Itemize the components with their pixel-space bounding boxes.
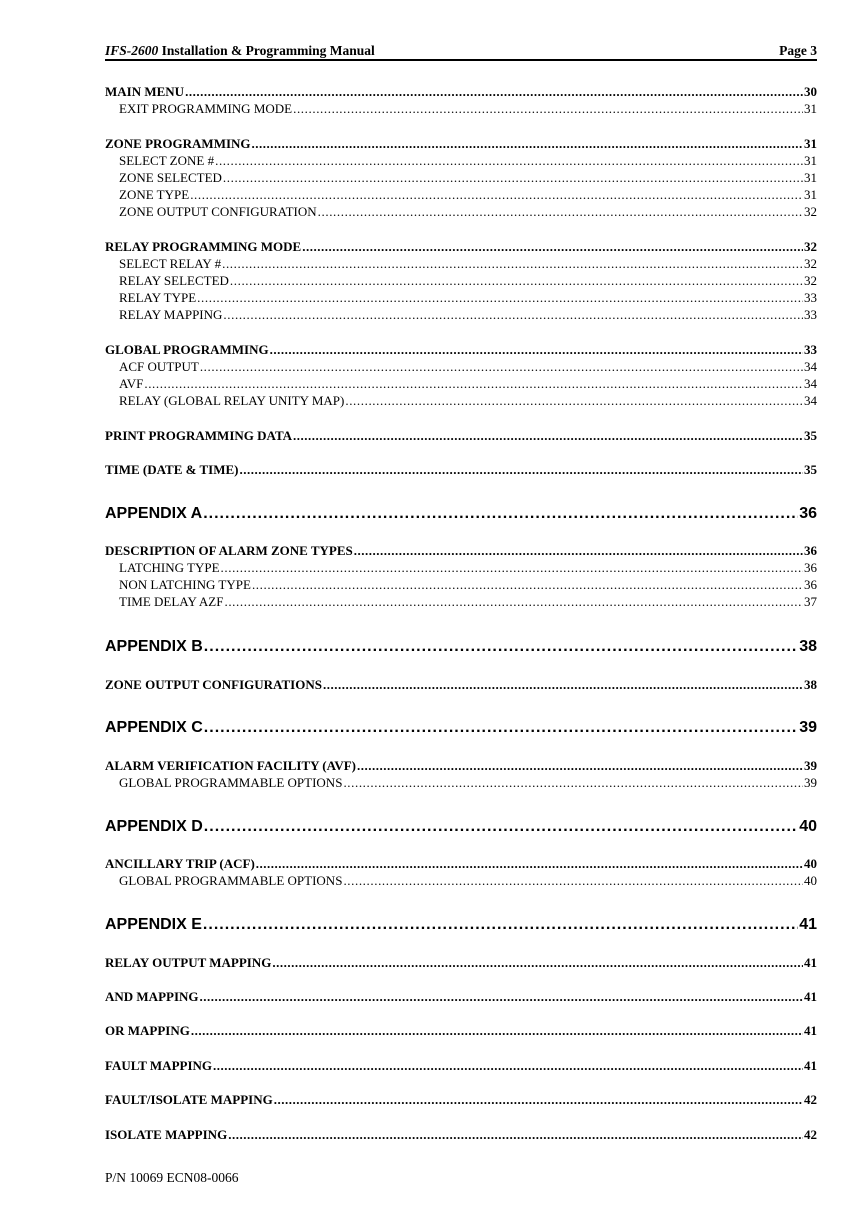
toc-entry-label: RELAY SELECTED xyxy=(119,273,229,288)
toc-section-entry[interactable] xyxy=(105,342,817,359)
toc-entry-label: NON LATCHING TYPE xyxy=(119,577,251,592)
toc-entry-page: 33 xyxy=(804,342,817,357)
toc-entry-label: PRINT PROGRAMMING DATA xyxy=(105,428,293,443)
toc-entry-label: APPENDIX A xyxy=(105,505,203,522)
toc-subsection-entry[interactable] xyxy=(105,290,817,307)
toc-entry-page: 39 xyxy=(804,775,817,790)
toc-section-entry[interactable] xyxy=(105,462,817,479)
toc-dot-leader xyxy=(252,136,803,152)
toc-entry-label: RELAY (GLOBAL RELAY UNITY MAP) xyxy=(119,393,345,408)
toc-entry-label: GLOBAL PROGRAMMING xyxy=(105,342,269,357)
toc-entry-page: 36 xyxy=(804,577,817,592)
header-rule xyxy=(105,59,817,61)
toc-section-entry[interactable] xyxy=(105,677,817,694)
toc-entry-label: ZONE SELECTED xyxy=(119,170,222,185)
toc-entry-label: ALARM VERIFICATION FACILITY (AVF) xyxy=(105,758,356,773)
toc-entry-page: 40 xyxy=(799,818,817,835)
toc-entry-label: TIME DELAY AZF xyxy=(119,594,224,609)
toc-section-entry[interactable] xyxy=(105,955,817,972)
footer-part-number: P/N 10069 ECN08-0066 xyxy=(105,1170,239,1185)
toc-subsection-entry[interactable] xyxy=(105,273,817,290)
toc-dot-leader xyxy=(213,1058,803,1074)
toc-entry-page: 30 xyxy=(804,84,817,99)
toc-dot-leader xyxy=(144,376,803,392)
toc-entry-page: 31 xyxy=(804,101,817,116)
toc-entry-page: 31 xyxy=(804,170,817,185)
toc-subsection-entry[interactable] xyxy=(105,187,817,204)
toc-entry-label: TIME (DATE & TIME) xyxy=(105,462,239,477)
toc-entry-page: 32 xyxy=(804,204,817,219)
toc-entry-page: 31 xyxy=(804,153,817,168)
toc-dot-leader xyxy=(223,170,803,186)
toc-subsection-entry[interactable] xyxy=(105,101,817,118)
toc-entry-page: 38 xyxy=(799,638,817,655)
toc-section-entry[interactable] xyxy=(105,989,817,1006)
toc-subsection-entry[interactable] xyxy=(105,307,817,324)
toc-dot-leader xyxy=(343,873,803,889)
toc-entry-label: AVF xyxy=(119,376,144,391)
toc-dot-leader xyxy=(204,719,798,737)
toc-entry-label: GLOBAL PROGRAMMABLE OPTIONS xyxy=(119,775,343,790)
toc-subsection-entry[interactable] xyxy=(105,170,817,187)
toc-dot-leader xyxy=(204,818,798,836)
toc-entry-page: 35 xyxy=(804,462,817,477)
toc-entry-page: 31 xyxy=(804,136,817,151)
toc-entry-label: RELAY TYPE xyxy=(119,290,197,305)
page-number: Page 3 xyxy=(779,43,817,58)
toc-dot-leader xyxy=(200,989,803,1005)
toc-entry-page: 37 xyxy=(804,594,817,609)
toc-section-entry[interactable] xyxy=(105,758,817,775)
toc-dot-leader xyxy=(223,307,803,323)
toc-dot-leader xyxy=(357,758,803,774)
toc-subsection-entry[interactable] xyxy=(105,153,817,170)
toc-entry-page: 42 xyxy=(804,1092,817,1107)
toc-entry-label: SELECT ZONE # xyxy=(119,153,215,168)
toc-dot-leader xyxy=(197,290,803,306)
toc-appendix-entry[interactable] xyxy=(105,719,817,741)
toc-appendix-entry[interactable] xyxy=(105,505,817,527)
toc-entry-page: 40 xyxy=(804,856,817,871)
toc-dot-leader xyxy=(293,101,803,117)
toc-entry-page: 33 xyxy=(804,307,817,322)
toc-dot-leader xyxy=(200,359,803,375)
toc-entry-page: 34 xyxy=(804,376,817,391)
toc-entry-label: RELAY PROGRAMMING MODE xyxy=(105,239,302,254)
toc-dot-leader xyxy=(228,1127,803,1143)
toc-dot-leader xyxy=(222,256,803,272)
toc-dot-leader xyxy=(256,856,803,872)
toc-entry-page: 40 xyxy=(804,873,817,888)
toc-section-entry[interactable] xyxy=(105,1092,817,1109)
toc-subsection-entry[interactable] xyxy=(105,594,817,611)
toc-entry-page: 41 xyxy=(804,1023,817,1038)
toc-entry-label: OR MAPPING xyxy=(105,1023,190,1038)
toc-entry-page: 36 xyxy=(804,543,817,558)
toc-entry-page: 39 xyxy=(804,758,817,773)
toc-dot-leader xyxy=(203,505,798,523)
toc-entry-page: 41 xyxy=(804,989,817,1004)
toc-entry-label: APPENDIX D xyxy=(105,818,203,835)
toc-dot-leader xyxy=(215,153,803,169)
toc-entry-page: 36 xyxy=(799,505,817,522)
toc-entry-label: ANCILLARY TRIP (ACF) xyxy=(105,856,255,871)
toc-dot-leader xyxy=(318,204,803,220)
toc-dot-leader xyxy=(343,775,803,791)
toc-subsection-entry[interactable] xyxy=(105,359,817,376)
toc-dot-leader xyxy=(274,1092,803,1108)
toc-entry-page: 41 xyxy=(799,916,817,933)
toc-entry-label: ZONE OUTPUT CONFIGURATION xyxy=(119,204,317,219)
doc-title: Installation & Programming Manual xyxy=(161,43,375,58)
toc-dot-leader xyxy=(203,916,798,934)
toc-dot-leader xyxy=(224,594,803,610)
toc-subsection-entry[interactable] xyxy=(105,376,817,393)
toc-dot-leader xyxy=(191,1023,803,1039)
document-page xyxy=(105,0,817,1227)
toc-entry-label: EXIT PROGRAMMING MODE xyxy=(119,101,293,116)
toc-entry-page: 34 xyxy=(804,359,817,374)
toc-dot-leader xyxy=(302,239,803,255)
toc-entry-page: 41 xyxy=(804,1058,817,1073)
toc-dot-leader xyxy=(221,560,803,576)
toc-section-entry[interactable] xyxy=(105,239,817,256)
toc-entry-label: RELAY OUTPUT MAPPING xyxy=(105,955,272,970)
toc-subsection-entry[interactable] xyxy=(105,204,817,221)
toc-entry-page: 31 xyxy=(804,187,817,202)
toc-section-entry[interactable] xyxy=(105,1058,817,1075)
toc-entry-label: ZONE TYPE xyxy=(119,187,190,202)
toc-entry-page: 34 xyxy=(804,393,817,408)
toc-subsection-entry[interactable] xyxy=(105,560,817,577)
toc-appendix-entry[interactable] xyxy=(105,916,817,938)
toc-section-entry[interactable] xyxy=(105,428,817,445)
toc-subsection-entry[interactable] xyxy=(105,873,817,890)
toc-dot-leader xyxy=(354,543,803,559)
toc-entry-label: SELECT RELAY # xyxy=(119,256,222,271)
toc-entry-label: FAULT/ISOLATE MAPPING xyxy=(105,1092,273,1107)
header-title xyxy=(105,43,375,59)
toc-entry-label: APPENDIX E xyxy=(105,916,202,933)
toc-entry-page: 42 xyxy=(804,1127,817,1142)
toc-dot-leader xyxy=(252,577,803,593)
toc-subsection-entry[interactable] xyxy=(105,256,817,273)
toc-dot-leader xyxy=(185,84,803,100)
toc-dot-leader xyxy=(190,187,803,203)
toc-entry-label: LATCHING TYPE xyxy=(119,560,220,575)
toc-appendix-entry[interactable] xyxy=(105,638,817,660)
toc-entry-label: ZONE PROGRAMMING xyxy=(105,136,251,151)
toc-subsection-entry[interactable] xyxy=(105,393,817,410)
toc-entry-label: MAIN MENU xyxy=(105,84,185,99)
toc-section-entry[interactable] xyxy=(105,856,817,873)
toc-entry-page: 38 xyxy=(804,677,817,692)
toc-entry-label: DESCRIPTION OF ALARM ZONE TYPES xyxy=(105,543,353,558)
toc-dot-leader xyxy=(323,677,803,693)
toc-entry-page: 41 xyxy=(804,955,817,970)
toc-entry-label: GLOBAL PROGRAMMABLE OPTIONS xyxy=(119,873,343,888)
toc-entry-label: AND MAPPING xyxy=(105,989,199,1004)
toc-section-entry[interactable] xyxy=(105,136,817,153)
toc-entry-label: APPENDIX B xyxy=(105,638,203,655)
toc-dot-leader xyxy=(204,638,798,656)
toc-dot-leader xyxy=(293,428,803,444)
doc-name: IFS-2600 xyxy=(105,43,159,58)
toc-entry-page: 32 xyxy=(804,239,817,254)
toc-section-entry[interactable] xyxy=(105,84,817,101)
toc-entry-page: 39 xyxy=(799,719,817,736)
toc-appendix-entry[interactable] xyxy=(105,818,817,840)
toc-entry-label: RELAY MAPPING xyxy=(119,307,223,322)
toc-entry-page: 32 xyxy=(804,256,817,271)
toc-dot-leader xyxy=(345,393,803,409)
toc-dot-leader xyxy=(240,462,804,478)
toc-entry-page: 32 xyxy=(804,273,817,288)
toc-entry-label: ISOLATE MAPPING xyxy=(105,1127,228,1142)
toc-entry-page: 35 xyxy=(804,428,817,443)
toc-subsection-entry[interactable] xyxy=(105,577,817,594)
toc-dot-leader xyxy=(270,342,803,358)
toc-dot-leader xyxy=(230,273,803,289)
toc-entry-label: FAULT MAPPING xyxy=(105,1058,213,1073)
toc-section-entry[interactable] xyxy=(105,543,817,560)
toc-section-entry[interactable] xyxy=(105,1023,817,1040)
toc-entry-label: APPENDIX C xyxy=(105,719,203,736)
toc-entry-label: ACF OUTPUT xyxy=(119,359,199,374)
toc-entry-label: ZONE OUTPUT CONFIGURATIONS xyxy=(105,677,322,692)
toc-entry-page: 33 xyxy=(804,290,817,305)
toc-entry-page: 36 xyxy=(804,560,817,575)
toc-subsection-entry[interactable] xyxy=(105,775,817,792)
toc-dot-leader xyxy=(272,955,803,971)
toc-section-entry[interactable] xyxy=(105,1127,817,1144)
